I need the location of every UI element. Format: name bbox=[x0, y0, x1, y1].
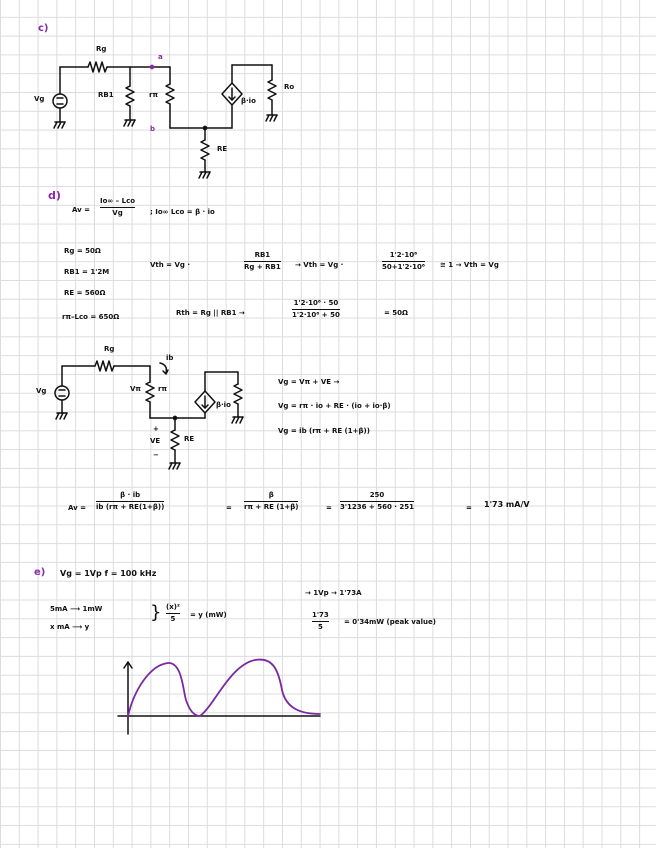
av-fraction: Io∞ – Lco Vg bbox=[100, 197, 136, 218]
resistor-rpi-icon bbox=[166, 84, 174, 104]
vth-fraction-1: RB1 Rg + RB1 bbox=[244, 251, 281, 272]
resistor-re-icon bbox=[201, 140, 209, 160]
c2-label-ve: VE bbox=[150, 437, 161, 445]
av2-fraction-3: 250 3'1236 + 560 · 251 bbox=[340, 491, 414, 512]
power-result: = y (mW) bbox=[190, 611, 227, 619]
vth-fraction-2: 1'2·10⁶ 50+1'2·10⁶ bbox=[382, 251, 425, 272]
c2-label-ib: ib bbox=[166, 354, 174, 362]
peak-fraction: 1'73 5 bbox=[312, 611, 329, 632]
av2-fraction-1: β · ib ib (rπ + RE(1+β)) bbox=[96, 491, 165, 512]
av2-result: 1'73 mA/V bbox=[484, 500, 530, 509]
section-e-label: e) bbox=[34, 567, 46, 578]
node-a-dot bbox=[150, 65, 153, 68]
resistor-re-icon bbox=[171, 430, 179, 450]
av2-fraction-2: β rπ + RE (1+β) bbox=[244, 491, 299, 512]
av2-eq-1: = bbox=[226, 504, 232, 512]
peak-current: → 1Vp → 1'73A bbox=[305, 589, 362, 597]
vth-tail: ≅ 1 → Vth = Vg bbox=[440, 261, 499, 269]
c2-label-plus: + bbox=[153, 425, 159, 433]
given-rb1: RB1 = 1'2M bbox=[64, 268, 110, 276]
c2-label-vg: Vg bbox=[36, 387, 47, 395]
rth-fraction: 1'2·10⁶ · 50 1'2·10⁶ + 50 bbox=[292, 299, 340, 320]
circuit-c bbox=[53, 62, 277, 178]
label-rpi: rπ bbox=[149, 91, 158, 99]
c2-label-beta-io: β·io bbox=[216, 401, 231, 409]
given-re: RE = 560Ω bbox=[64, 289, 106, 297]
given-rg: Rg = 50Ω bbox=[64, 247, 101, 255]
power-fraction: (x)² 5 bbox=[166, 603, 180, 624]
brace: } bbox=[150, 602, 162, 623]
resistor-rg-icon bbox=[95, 361, 114, 371]
av2-lhs: Av = bbox=[68, 504, 87, 512]
label-re: RE bbox=[217, 145, 228, 153]
vth-mid: → Vth = Vg · bbox=[295, 261, 344, 269]
av2-eq-2: = bbox=[326, 504, 332, 512]
section-c-label: c) bbox=[38, 23, 49, 34]
c2-label-rpi: rπ bbox=[158, 385, 167, 393]
resistor-rg-icon bbox=[88, 62, 107, 72]
resistor-rb1-icon bbox=[126, 86, 134, 106]
c2-label-vpi: Vπ bbox=[130, 385, 141, 393]
av-lhs: Av = bbox=[72, 206, 91, 214]
power-sketch bbox=[118, 660, 320, 734]
rule-row-1: 5mA ⟶ 1mW bbox=[50, 605, 103, 613]
resistor-ro-icon bbox=[234, 384, 242, 404]
voltage-source-icon bbox=[55, 386, 69, 400]
power-curve bbox=[128, 660, 320, 716]
av2-eq-3: = bbox=[466, 504, 472, 512]
c2-label-rg: Rg bbox=[104, 345, 115, 353]
section-d-label: d) bbox=[48, 189, 61, 202]
circuit-d bbox=[55, 361, 243, 469]
av-rhs: ; Io∞ Lco = β · io bbox=[150, 208, 215, 216]
label-vg: Vg bbox=[34, 95, 45, 103]
rth-rhs: = 50Ω bbox=[384, 309, 408, 317]
given-rpi: rπ–Lco = 650Ω bbox=[62, 313, 120, 321]
label-rb1: RB1 bbox=[98, 91, 114, 99]
kvl-eq-3: Vg = ib (rπ + RE (1+β)) bbox=[278, 427, 370, 435]
c2-label-re: RE bbox=[184, 435, 195, 443]
resistor-ro-icon bbox=[268, 80, 276, 100]
rule-row-2: x mA ⟶ y bbox=[50, 623, 90, 631]
kvl-eq-2: Vg = rπ · io + RE · (io + io·β) bbox=[278, 402, 391, 410]
label-ro: Ro bbox=[284, 83, 295, 91]
voltage-source-icon bbox=[53, 94, 67, 108]
e-given: Vg = 1Vp f = 100 kHz bbox=[60, 569, 157, 578]
resistor-rpi-icon bbox=[146, 382, 154, 402]
c2-label-minus: − bbox=[153, 451, 159, 459]
vth-lhs: Vth = Vg · bbox=[150, 261, 191, 269]
rth-lhs: Rth = Rg || RB1 → bbox=[176, 309, 245, 317]
peak-power: = 0'34mW (peak value) bbox=[344, 618, 436, 626]
label-beta-io: β·io bbox=[241, 97, 256, 105]
kvl-eq-1: Vg = Vπ + VE → bbox=[278, 378, 340, 386]
node-a-label: a bbox=[158, 53, 163, 61]
node-b-label: b bbox=[150, 125, 156, 133]
label-rg: Rg bbox=[96, 45, 107, 53]
